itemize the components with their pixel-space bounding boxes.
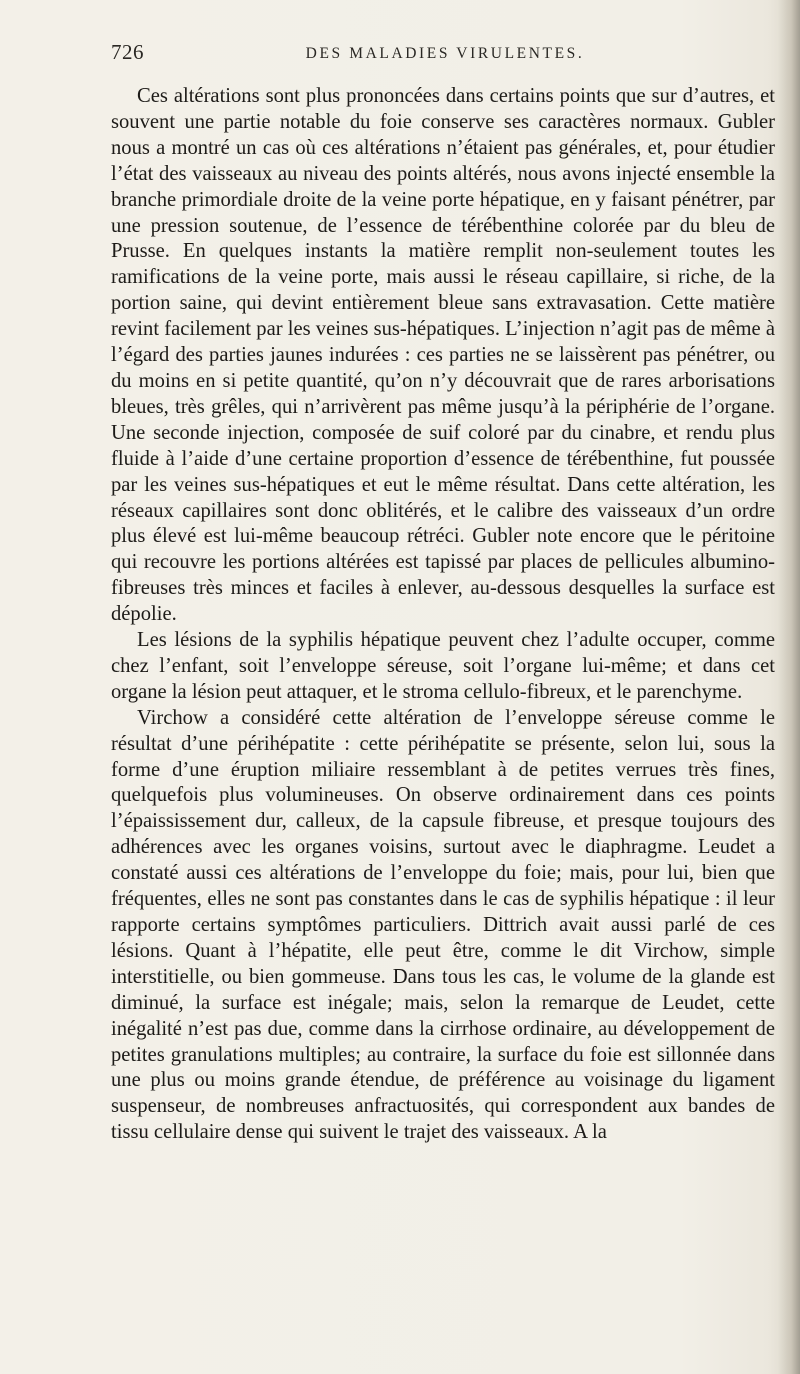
running-title: DES MALADIES VIRULENTES.: [305, 45, 585, 62]
paragraph: Ces altérations sont plus prononcées dans certains points que sur d’autres, et souvent une partie notable du foie conserve ses caractères normaux. Gubler nous a montré un cas où ces altérations n’étaient pas générales, et, pour étudier l’état des vaisseaux au niveau des points altérés, nous avons injecté ensemble la branche primordiale droite de la veine porte hépatique, en y faisant pénétrer, par une pression soutenue, de l’essence de térébenthine colorée par du bleu de Prusse. En quelques instants la matière remplit non-seulement toutes les ramifications de la veine porte, mais aussi le réseau capillaire, si riche, de la portion saine, qui devint entièrement bleue sans extravasation. Cette matière revint facilement par les veines sus-hépatiques. L’injection n’agit pas de même à l’égard des parties jaunes indurées : ces parties ne se laissèrent pas pénétrer, ou du moins en si petite quantité, qu’on n’y découvrait que de rares arborisations bleues, très grêles, qui n’arrivèrent pas même jusqu’à la périphérie de l’organe. Une seconde injection, composée de suif coloré par du cinabre, et rendu plus fluide à l’aide d’une certaine proportion d’essence de térébenthine, fut poussée par les veines sus-hépatiques et eut le même résultat. Dans cette altération, les réseaux capillaires sont donc oblitérés, et le calibre des vaisseaux d’un ordre plus élevé est lui-même beaucoup rétréci. Gubler note encore que le péritoine qui recouvre les portions altérées est tapissé par places de pellicules albumino-fibreuses très minces et faciles à enlever, au-dessous desquelles la surface est dépolie.: [111, 85, 775, 626]
body-text: [111, 84, 775, 1146]
page-header: [0, 40, 800, 72]
page-binding-shadow: [778, 0, 800, 1374]
paragraph: Virchow a considéré cette altération de l’enveloppe séreuse comme le résultat d’une périhépatite : cette périhépatite se présente, selon lui, sous la forme d’une éruption miliaire ressemblant à de petites verrues très fines, quelquefois plus volumineuses. On observe ordinairement dans ces points l’épaississement dur, calleux, de la capsule fibreuse, et presque toujours des adhérences avec les organes voisins, surtout avec le diaphragme. Leudet a constaté aussi ces altérations de l’enveloppe du foie; mais, pour lui, bien que fréquentes, elles ne sont pas constantes dans le cas de syphilis hépatique : il leur rapporte certains symptômes particuliers. Dittrich avait aussi parlé de ces lésions. Quant à l’hépatite, elle peut être, comme le dit Virchow, simple interstitielle, ou bien gommeuse. Dans tous les cas, le volume de la glande est diminué, la surface est inégale; mais, selon la remarque de Leudet, cette inégalité n’est pas due, comme dans la cirrhose ordinaire, au développement de petites granulations multiples; au contraire, la surface du foie est sillonnée dans une plus ou moins grande étendue, de préférence au voisinage du ligament suspenseur, de nombreuses anfractuosités, qui correspondent aux bandes de tissu cellulaire dense qui suivent le trajet des vaisseaux. A la: [111, 706, 775, 1144]
paragraph: Les lésions de la syphilis hépatique peuvent chez l’adulte occuper, comme chez l’enfant, soit l’enveloppe séreuse, soit l’organe lui-même; et dans cet organe la lésion peut attaquer, et le stroma cellulo-fibreux, et le parenchyme.: [111, 629, 775, 703]
page-number: 726: [111, 40, 144, 64]
